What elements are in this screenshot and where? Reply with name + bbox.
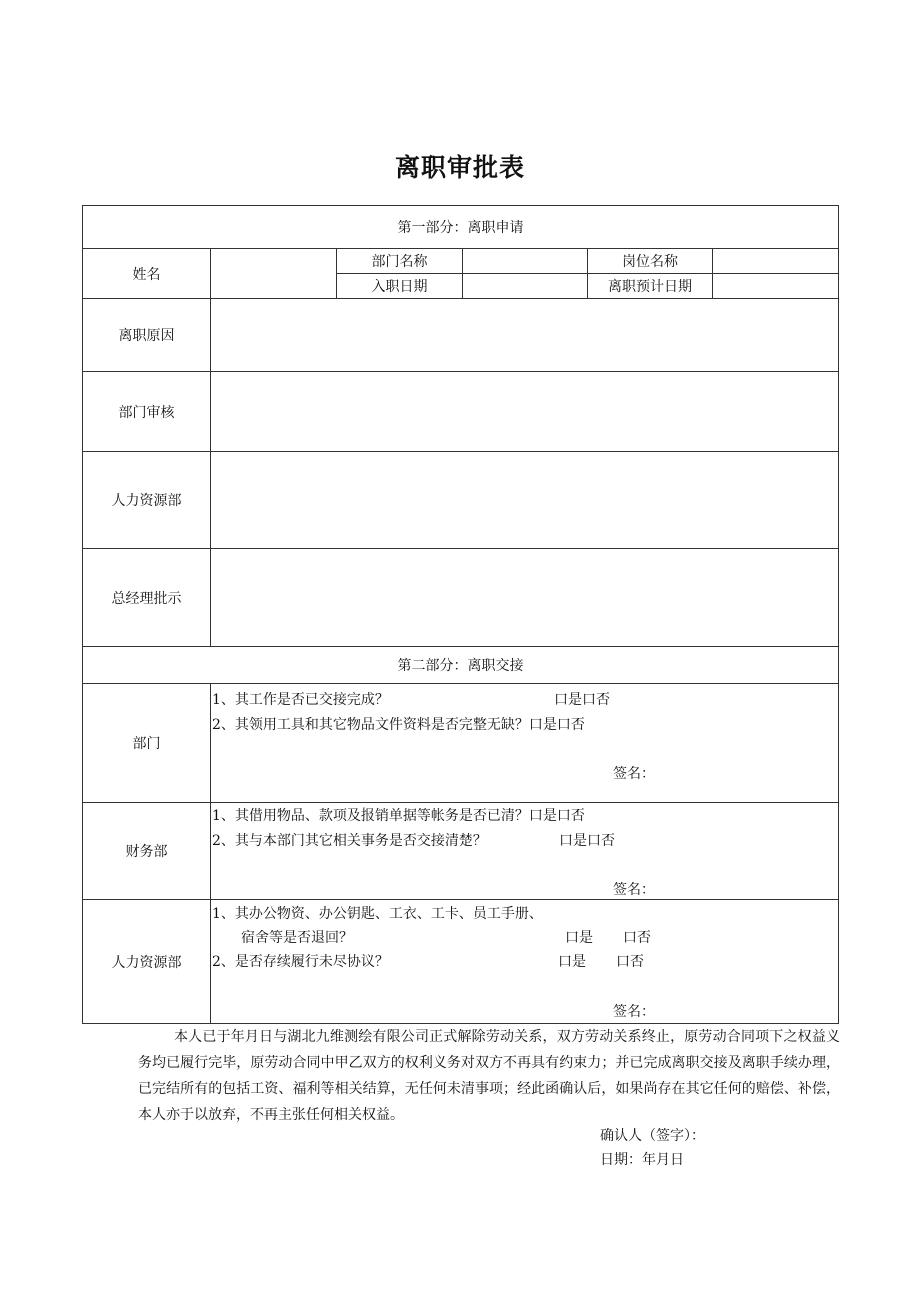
- confirmer-signature[interactable]: 确认人（签字）：: [600, 1128, 705, 1144]
- hr-q1-yes-checkbox[interactable]: 口是: [565, 930, 593, 946]
- hr-question-1-line1: 1、其办公物资、办公钥匙、工衣、工卡、员工手册、: [212, 906, 543, 922]
- entry-date-field[interactable]: [463, 274, 587, 298]
- handover-hr-label: 人力资源部: [111, 954, 182, 971]
- hr-q2-yes-checkbox[interactable]: 口是: [558, 954, 586, 970]
- expected-leave-date-field[interactable]: [713, 274, 838, 298]
- part2-header: 第二部分：离职交接: [397, 658, 524, 674]
- dept-question-1: 1、其工作是否已交接完成？: [212, 692, 389, 708]
- page-title: 离职审批表: [394, 153, 525, 182]
- hr-review-field[interactable]: [211, 452, 838, 548]
- gm-approval-label: 总经理批示: [111, 590, 182, 607]
- finance-signature[interactable]: 签名：: [613, 882, 655, 898]
- reason-field[interactable]: [211, 299, 838, 371]
- dept-name-label: 部门名称: [371, 254, 428, 270]
- finance-label: 财务部: [125, 844, 168, 860]
- dept-review-label: 部门审核: [118, 404, 175, 421]
- hr-q2-no-checkbox[interactable]: 口否: [616, 954, 644, 970]
- dept-review-field[interactable]: [211, 372, 838, 451]
- finance-question-2: 2、其与本部门其它相关事务是否交接清楚？: [212, 833, 487, 849]
- finance-q2-checkbox[interactable]: 口是口否: [559, 833, 615, 849]
- finance-question-1[interactable]: 1、其借用物品、款项及报销单据等帐务是否已清？口是口否: [212, 808, 585, 824]
- hr-question-2: 2、是否存续履行未尽协议？: [212, 954, 389, 970]
- reason-label: 离职原因: [118, 328, 175, 344]
- dept-question-2[interactable]: 2、其领用工具和其它物品文件资料是否完整无缺？口是口否: [212, 717, 585, 733]
- entry-date-label: 入职日期: [371, 279, 428, 295]
- expected-leave-date-label: 离职预计日期: [608, 279, 692, 295]
- dept-signature[interactable]: 签名：: [613, 766, 655, 782]
- gm-approval-field[interactable]: [211, 549, 838, 646]
- name-label: 姓名: [132, 266, 161, 283]
- dept-q1-checkbox[interactable]: 口是口否: [554, 692, 610, 708]
- hr-review-label: 人力资源部: [111, 493, 182, 509]
- hr-q1-no-checkbox[interactable]: 口否: [623, 930, 651, 946]
- handover-dept-label: 部门: [132, 736, 161, 752]
- name-field[interactable]: [211, 249, 336, 298]
- part1-header: 第一部分：离职申请: [397, 220, 524, 236]
- confirm-date[interactable]: 日期：年月日: [600, 1152, 684, 1168]
- table-rule: [210, 683, 211, 1023]
- dept-name-field[interactable]: [463, 249, 587, 273]
- hr-signature[interactable]: 签名：: [613, 1004, 655, 1020]
- hr-question-1-line2: 宿舍等是否退回？: [241, 930, 353, 946]
- position-label: 岗位名称: [622, 254, 678, 270]
- position-field[interactable]: [713, 249, 838, 273]
- table-border-right: [838, 205, 839, 1024]
- resignation-statement: 本人已于年月日与湖北九维测绘有限公司正式解除劳动关系，双方劳动关系终止，原劳动合同项下之权益义务均已履行完毕，原劳动合同中甲乙双方的权利义务对双方不再具有约束力；并已完成离职交接及离职手续办理，已完结所有的包括工资、福利等相关结算，无任何未清事项；经此函确认后，如果尚存在其它任何的赔偿、补偿，本人亦于以放弃，不再主张任何相关权益。: [138, 1029, 840, 1123]
